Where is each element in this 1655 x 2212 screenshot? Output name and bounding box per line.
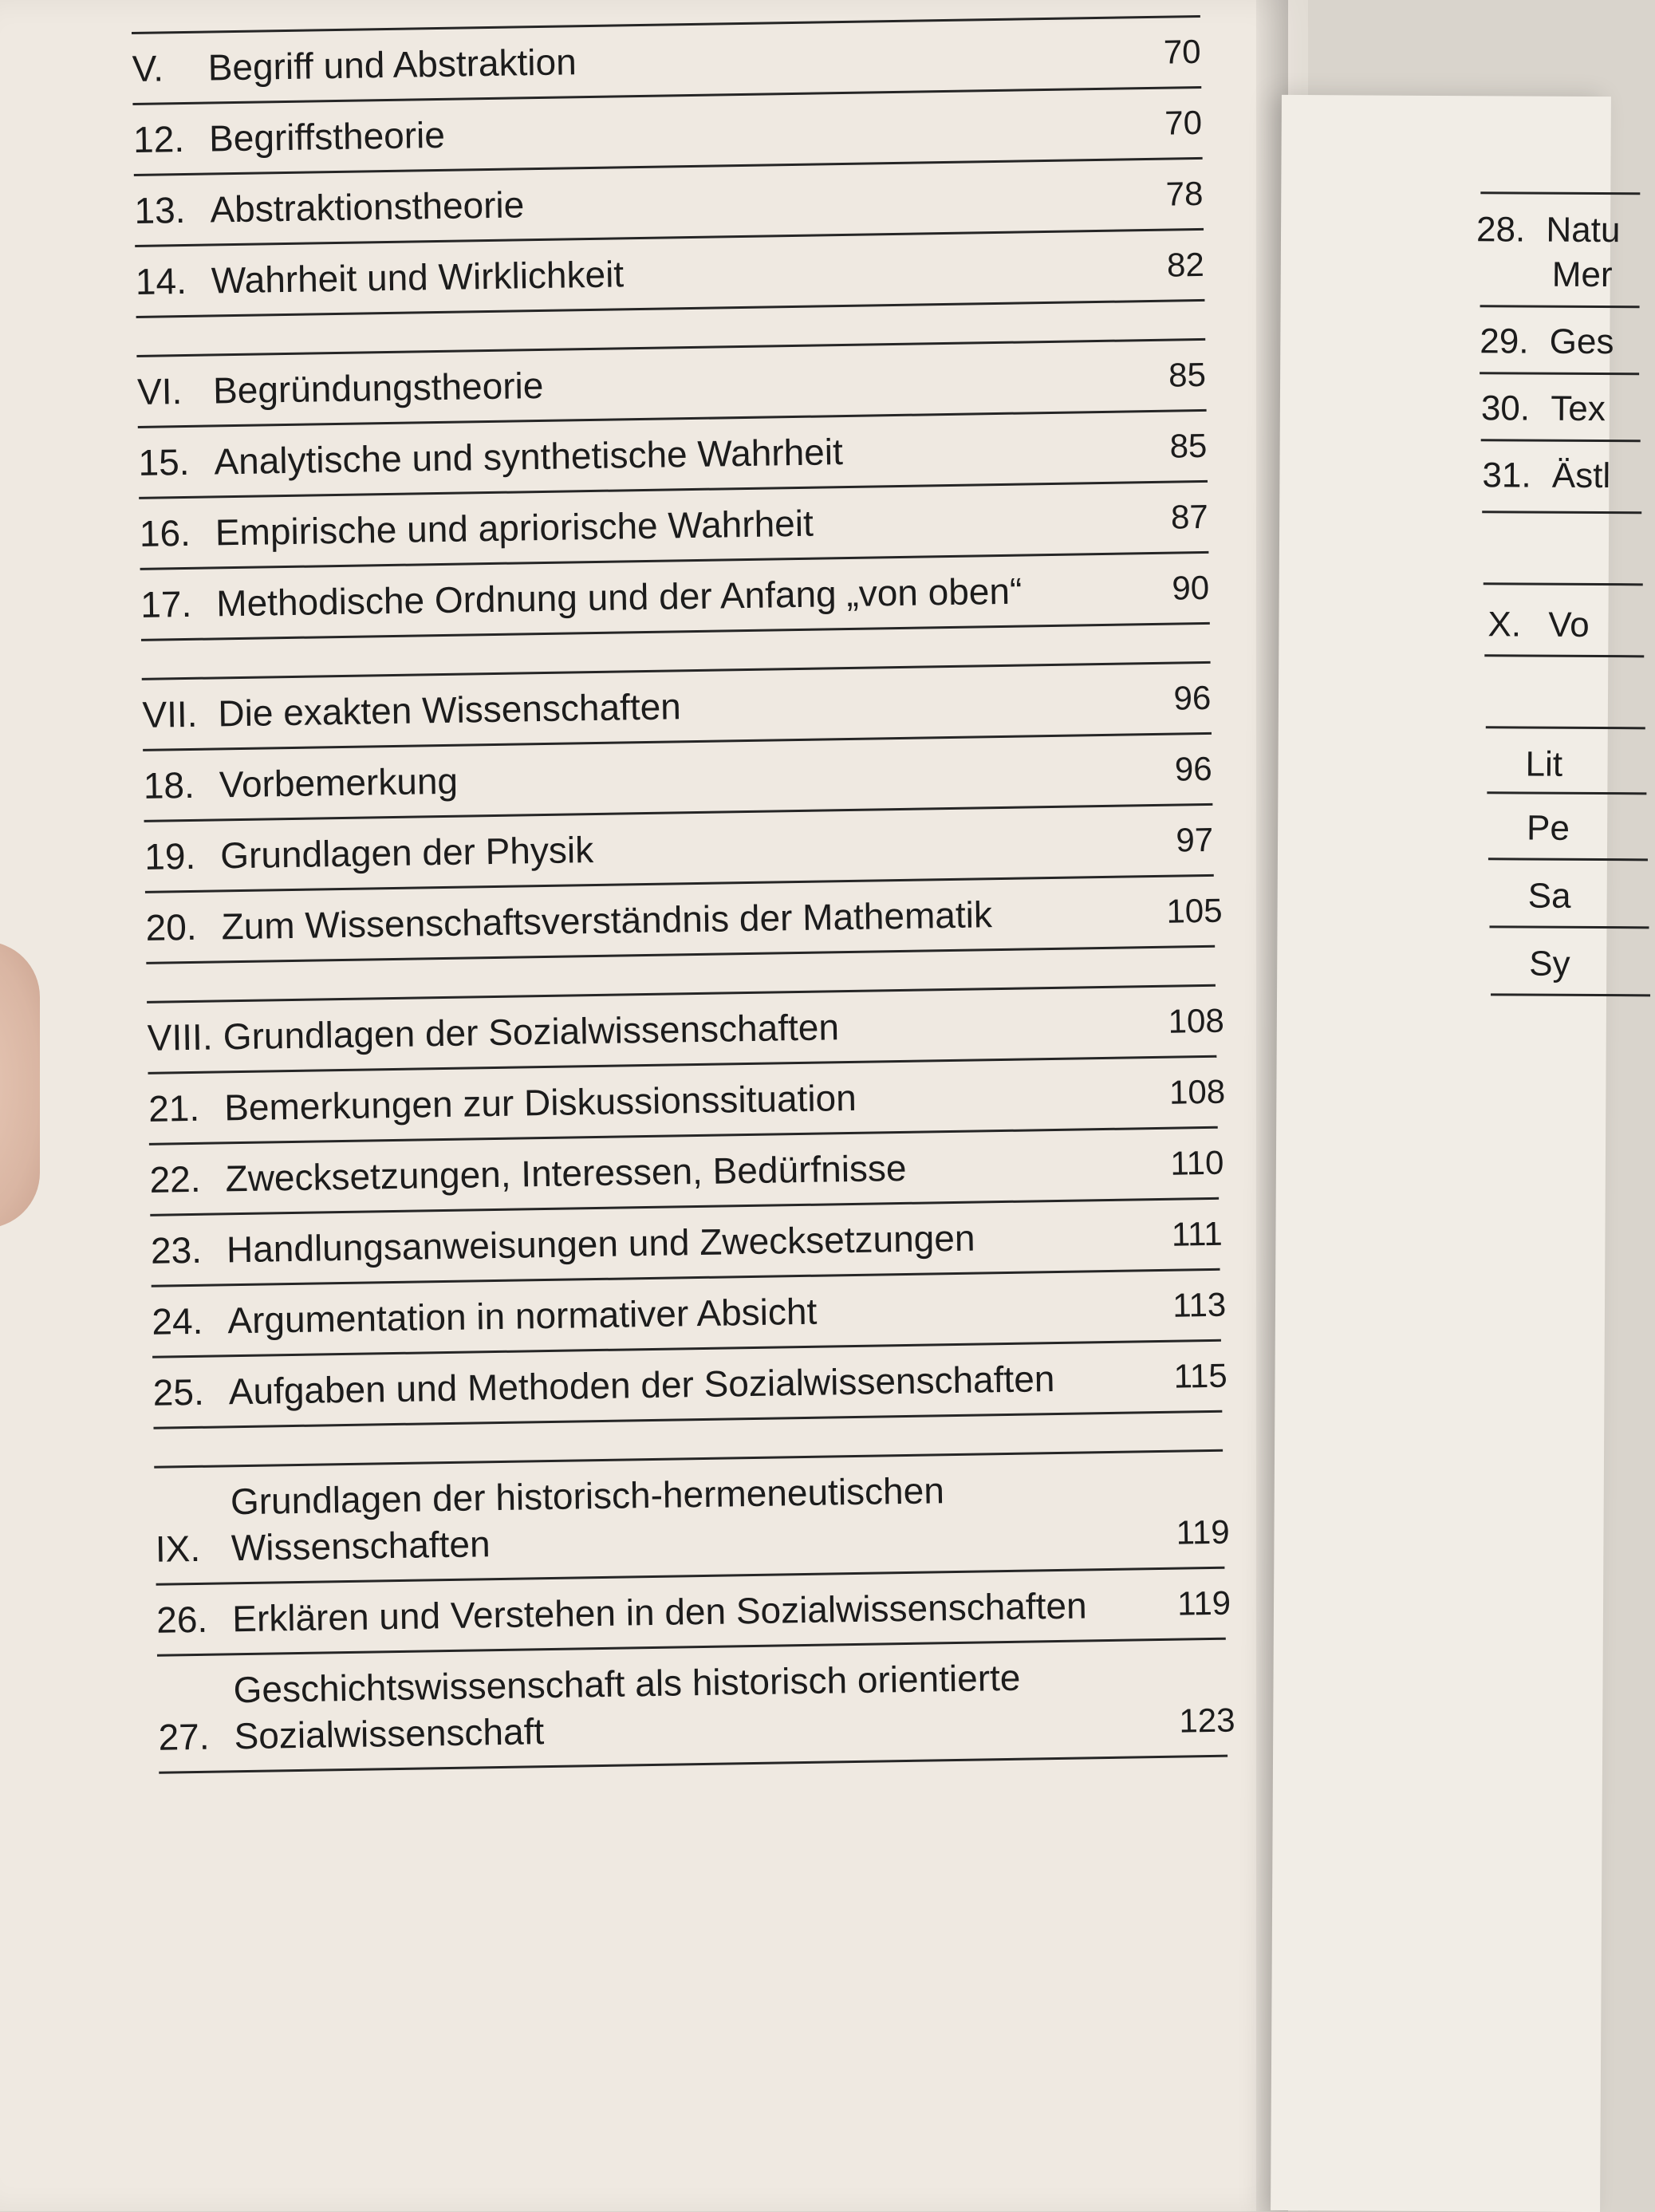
toc-chapter [1488, 602, 1589, 648]
divider [1482, 511, 1641, 514]
thumb [0, 941, 40, 1228]
toc-page-number: 90 [1172, 568, 1210, 607]
toc-number: 21. [148, 1086, 200, 1130]
toc-number: 27. [158, 1715, 210, 1758]
toc-number: 29. [1480, 321, 1529, 361]
toc-entry [1482, 453, 1610, 499]
toc-page-number: 85 [1168, 355, 1207, 394]
divider [1491, 993, 1650, 996]
toc-title-line: Mer [1551, 254, 1613, 295]
toc-title: Grundlagen der Physik [219, 829, 594, 877]
divider [1484, 654, 1644, 657]
divider [1487, 791, 1646, 795]
toc-page-number: 70 [1164, 103, 1203, 142]
toc-title: Die exakten Wissenschaften [218, 685, 682, 735]
toc-title-line: Wissenschaften [231, 1523, 491, 1569]
toc-number: 16. [139, 511, 191, 554]
toc-entry [1476, 207, 1621, 253]
toc-page-number: 110 [1170, 1143, 1224, 1182]
toc-page-number: 82 [1166, 245, 1205, 284]
toc-number: 13. [134, 188, 186, 231]
toc-page-number: 119 [1176, 1583, 1231, 1623]
toc-title-line: Grundlagen der historisch-hermeneutischen [230, 1469, 945, 1523]
toc-page-number: 105 [1166, 891, 1223, 930]
toc-page-number: 78 [1165, 174, 1204, 213]
divider [1484, 582, 1643, 586]
toc-entry [157, 1640, 1235, 1774]
toc-number: V. [132, 47, 164, 89]
toc-title: Lit [1525, 744, 1563, 784]
toc-title: Ästl [1551, 455, 1611, 496]
toc-number: VIII. [147, 1015, 214, 1059]
toc-title: Pe [1527, 808, 1570, 848]
toc-number: X. [1488, 605, 1522, 645]
toc-page-number: 115 [1173, 1356, 1227, 1395]
toc-number: 23. [150, 1228, 203, 1272]
toc-title [230, 1464, 1176, 1571]
toc-number: IX. [155, 1527, 201, 1570]
toc-title: Argumentation in normativer Absicht [227, 1290, 818, 1342]
toc-number: 15. [138, 440, 190, 483]
toc-title: Sa [1527, 876, 1571, 916]
toc-entry [1480, 319, 1614, 365]
divider [1480, 372, 1639, 375]
divider [1480, 305, 1640, 308]
divider [1486, 726, 1645, 729]
toc-title: Grundlagen der Sozialwissenschaften [223, 1006, 840, 1058]
toc-number: 18. [143, 763, 195, 806]
table-of-contents [132, 15, 1235, 1774]
toc-number: VII. [142, 692, 198, 735]
toc-page-number: 70 [1163, 32, 1201, 71]
toc-title: Tex [1551, 388, 1606, 429]
toc-entry [1481, 386, 1606, 432]
toc-title: Natu [1546, 210, 1621, 250]
toc-title: Methodische Ordnung und der Anfang „von oben“ [215, 570, 1023, 625]
toc-title [233, 1652, 1180, 1760]
toc-title: Erklären und Verstehen in den Sozialwissenschaften [231, 1584, 1087, 1640]
toc-number: 12. [132, 117, 185, 160]
toc-number: 19. [144, 834, 196, 877]
toc-title: Begriff und Abstraktion [207, 41, 577, 89]
toc-title: Ges [1549, 321, 1614, 362]
toc-number: 22. [149, 1157, 201, 1201]
toc-number: 28. [1476, 210, 1526, 250]
toc-title: Empirische und apriorische Wahrheit [215, 502, 814, 554]
divider [1480, 191, 1640, 195]
toc-page-number: 108 [1168, 1072, 1226, 1111]
toc-number: 25. [152, 1370, 205, 1414]
divider [1488, 858, 1648, 861]
right-page [1271, 95, 1621, 2212]
toc-title: Aufgaben und Methoden der Sozialwissenschaften [228, 1358, 1055, 1413]
toc-title: Vorbemerkung [219, 759, 459, 806]
toc-number: 24. [151, 1299, 203, 1343]
toc-page-number: 119 [1176, 1512, 1231, 1552]
toc-title: Abstraktionstheorie [210, 183, 525, 231]
toc-page-number: 96 [1174, 749, 1213, 788]
toc-title: Handlungsanweisungen und Zwecksetzungen [226, 1216, 975, 1271]
toc-title: Wahrheit und Wirklichkeit [211, 253, 625, 302]
toc-page-number: 123 [1179, 1701, 1235, 1740]
toc-title: Zum Wissenschaftsverständnis der Mathematik [221, 893, 993, 948]
toc-chapter [154, 1449, 1231, 1586]
toc-title: Bemerkungen zur Diskussionssituation [223, 1076, 857, 1129]
divider [1489, 925, 1649, 929]
toc-title: Sy [1529, 944, 1570, 984]
toc-number: VI. [136, 370, 183, 412]
toc-number: 14. [135, 259, 187, 302]
toc-title: Begriffstheorie [208, 113, 446, 160]
toc-title: Zwecksetzungen, Interessen, Bedürfnisse [225, 1146, 907, 1200]
toc-page-number: 108 [1168, 1001, 1225, 1040]
toc-page-number: 113 [1172, 1285, 1227, 1324]
toc-number: 26. [156, 1598, 208, 1641]
toc-page-number: 96 [1173, 678, 1212, 717]
toc-title: Analytische und synthetische Wahrheit [214, 431, 844, 483]
toc-title-line: Sozialwissenschaft [234, 1710, 545, 1757]
toc-title: Vo [1548, 605, 1590, 645]
toc-title: Begründungstheorie [212, 364, 544, 412]
toc-page-number: 85 [1169, 426, 1208, 465]
toc-page-number: 87 [1170, 497, 1209, 536]
toc-number: 31. [1482, 455, 1531, 495]
toc-page-number: 111 [1171, 1214, 1224, 1253]
divider [1481, 439, 1641, 442]
toc-number: 17. [140, 582, 192, 625]
toc-page-number: 97 [1175, 820, 1214, 859]
toc-number: 30. [1480, 388, 1531, 428]
toc-title-line: Geschichtswissenschaft als historisch orientierte [233, 1656, 1021, 1711]
toc-number: 20. [145, 905, 197, 948]
